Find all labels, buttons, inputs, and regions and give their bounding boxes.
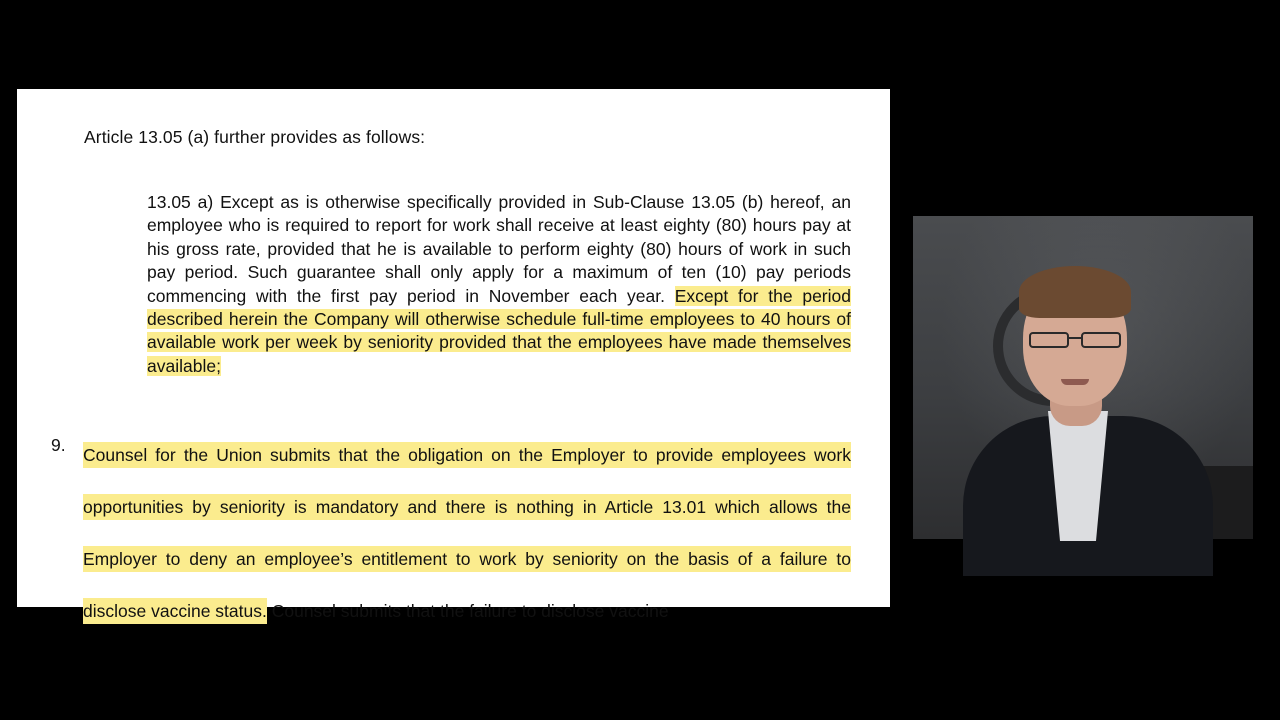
webcam-feed bbox=[913, 216, 1253, 539]
speaker-hair bbox=[1019, 266, 1131, 318]
paragraph-number: 9. bbox=[51, 435, 66, 455]
quoted-clause-text: 13.05 a) Except as is otherwise specifically provided in Sub-Clause 13.05 (b) hereof, an employee who is required to report for work shall receive at least eighty (80) hours pay at his gross rate, provided that he is available to perform eighty (80) hours of work in such pay period. Such guarantee shall only apply for a maximum of ten (10) pay periods commencing with the first pay period in November each year. bbox=[147, 192, 851, 306]
glasses-left-lens bbox=[1029, 332, 1069, 348]
intro-line: Article 13.05 (a) further provides as follows: bbox=[84, 127, 426, 147]
glasses-bridge bbox=[1069, 337, 1081, 339]
glasses-right-lens bbox=[1081, 332, 1121, 348]
quoted-clause-highlight: Except for the period described herein the Company will otherwise schedule full-time employees to 40 hours of available work per week by seniority provided that the employees have made themselves available; bbox=[147, 285, 851, 376]
quoted-clause bbox=[147, 191, 851, 378]
glasses-icon bbox=[1027, 332, 1123, 350]
paragraph-highlight: Counsel for the Union submits that the obligation on the Employer to provide employees work opportunities by seniority is mandatory and there is nothing in Article 13.01 which allows the Employer to deny an employee’s entitlement to work by seniority on the basis of a failure to disclose vaccine status. bbox=[83, 442, 851, 624]
paragraph-text: Counsel submits that the failure to disclose vaccine bbox=[271, 601, 669, 621]
speaker-mouth bbox=[1061, 379, 1089, 385]
document-page bbox=[17, 89, 890, 621]
paragraph-body bbox=[83, 429, 851, 637]
